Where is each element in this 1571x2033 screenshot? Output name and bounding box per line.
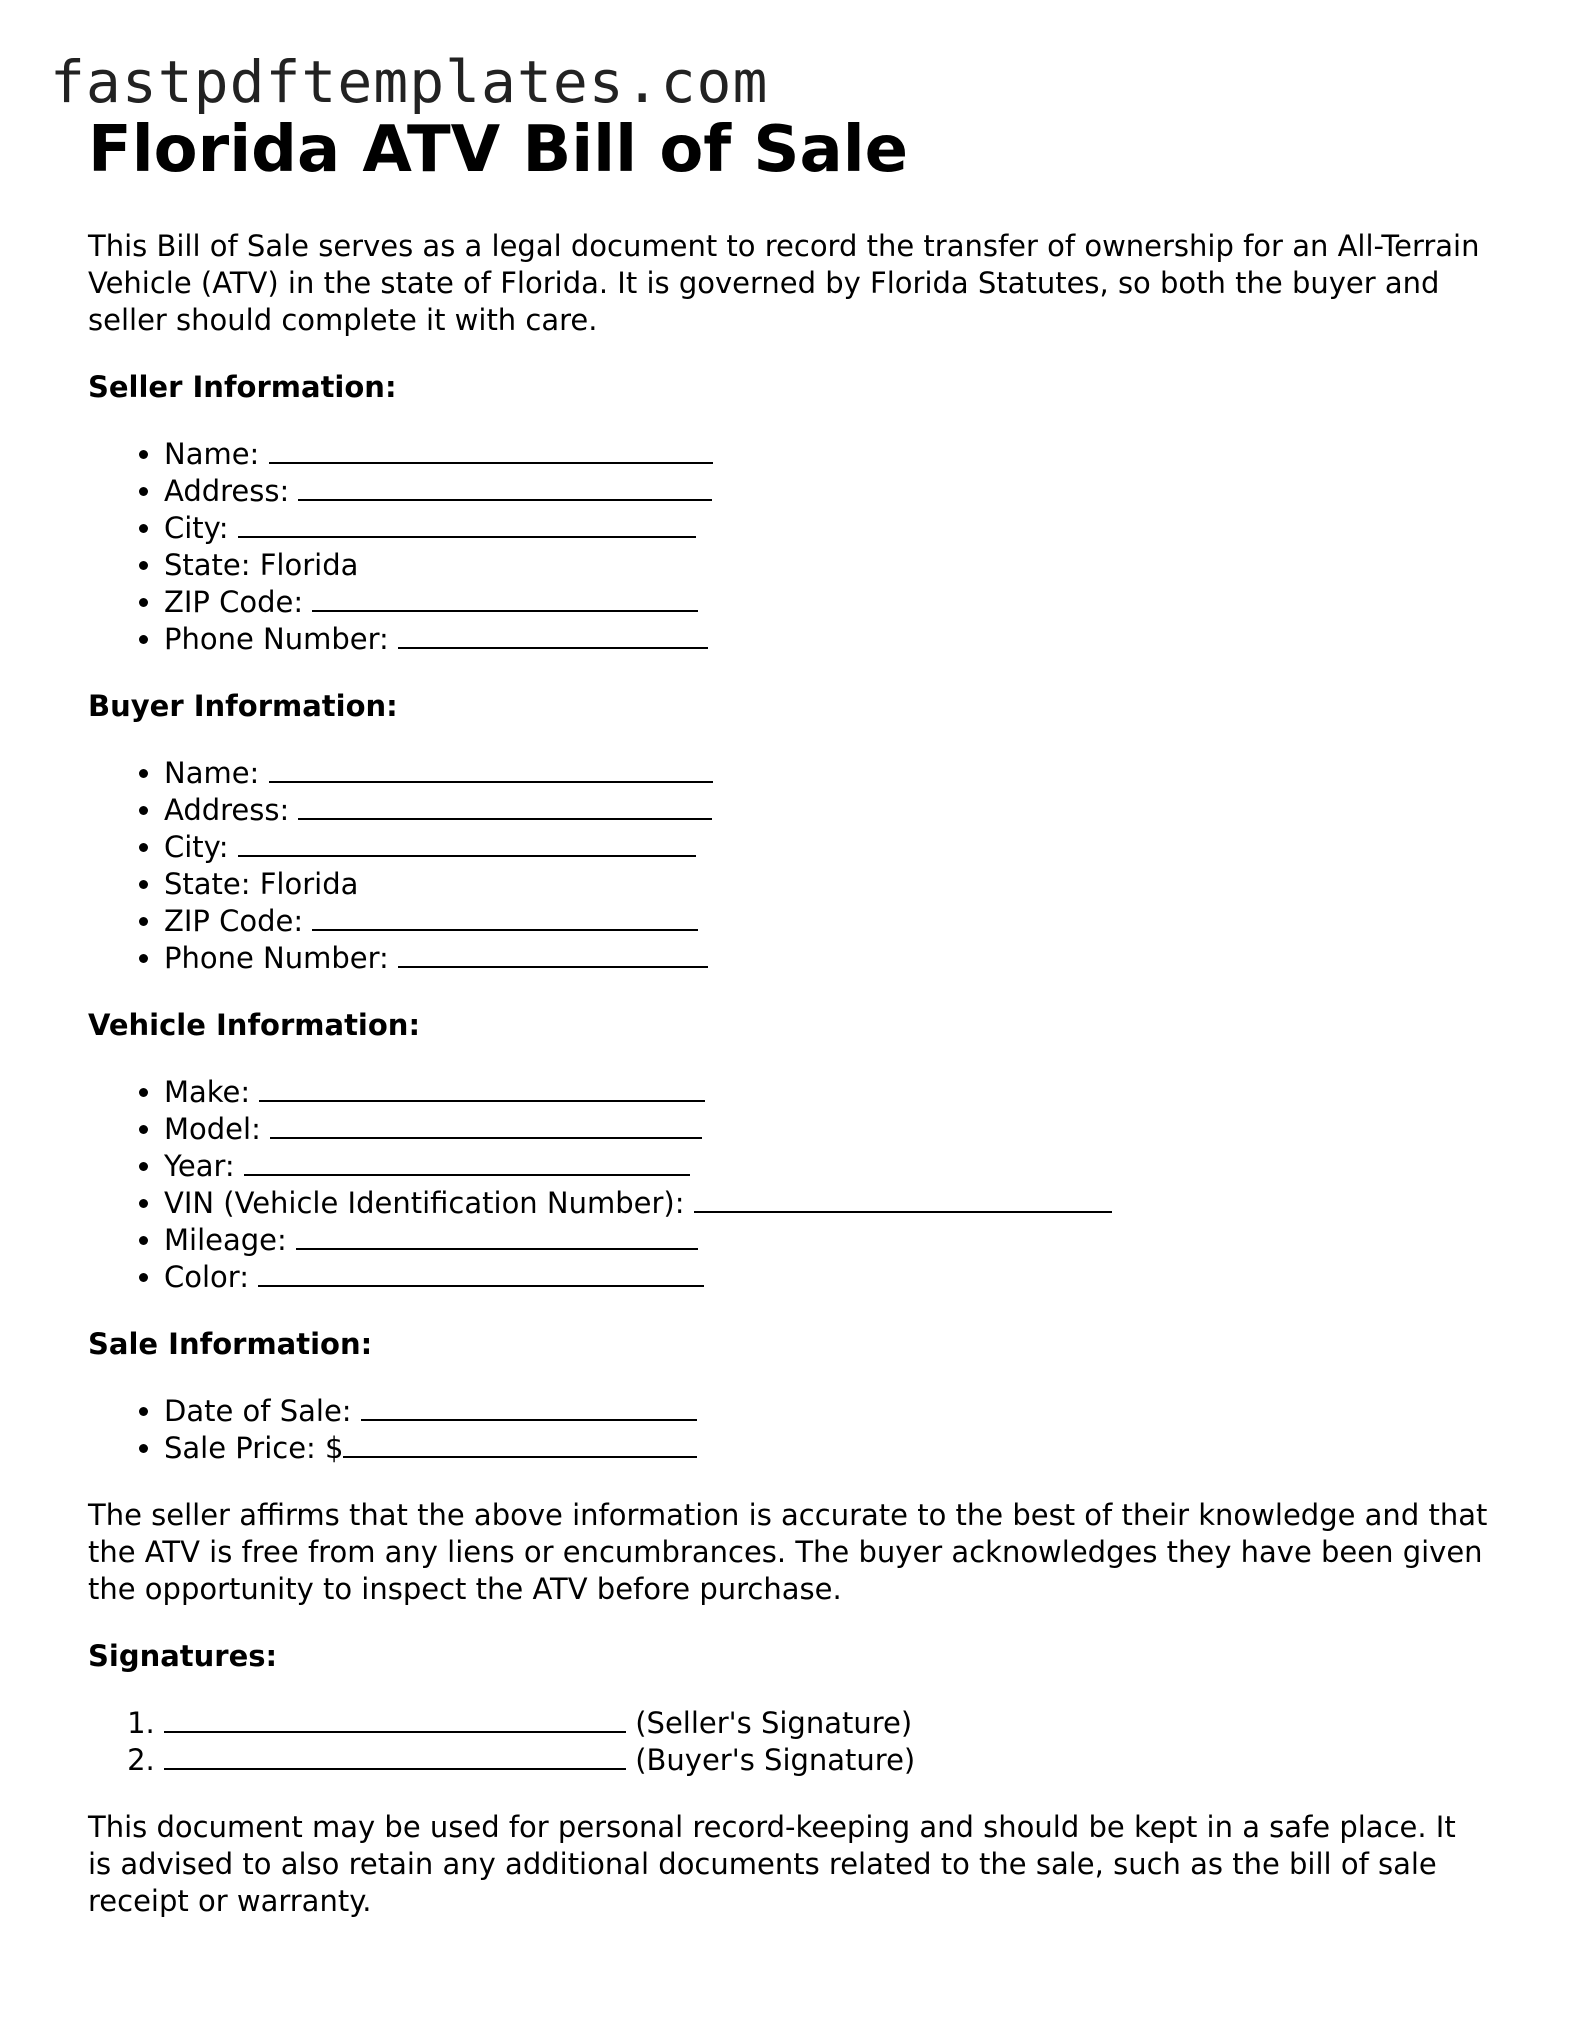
seller-address-item <box>164 473 1488 510</box>
closing-paragraph: This document may be used for personal record-keeping and should be kept in a safe place. It is advised to also retain any additional documents related to the sale, such as the bill of sale receipt or warranty. <box>88 1810 1456 1918</box>
vehicle-color-blank[interactable] <box>258 1259 704 1287</box>
buyer-phone-blank[interactable] <box>398 940 708 968</box>
vehicle-make-item <box>164 1074 1488 1111</box>
buyer-address-label: Address: <box>164 793 290 827</box>
sale-price-item <box>164 1430 1488 1467</box>
sale-date-blank[interactable] <box>361 1393 697 1421</box>
buyer-name-item <box>164 755 1488 792</box>
vehicle-model-item <box>164 1111 1488 1148</box>
buyer-signature-blank[interactable] <box>164 1742 626 1770</box>
site-watermark: fastpdftemplates.com <box>50 48 769 116</box>
intro-paragraph: This Bill of Sale serves as a legal document to record the transfer of ownership for an All-Terrain Vehicle (ATV) in the state of Florida. It is governed by Florida Statutes, so both the buyer and seller should complete it with care. <box>88 229 1480 337</box>
seller-state-item <box>164 547 1488 584</box>
sale-price-blank[interactable] <box>343 1430 697 1458</box>
seller-zip-label: ZIP Code: <box>164 585 304 619</box>
vehicle-color-item <box>164 1259 1488 1296</box>
vehicle-model-label: Model: <box>164 1112 261 1146</box>
vehicle-fields <box>88 1074 1488 1296</box>
seller-address-label: Address: <box>164 474 290 508</box>
vehicle-vin-blank[interactable] <box>694 1185 1112 1213</box>
buyer-zip-item <box>164 903 1488 940</box>
vehicle-year-blank[interactable] <box>244 1148 690 1176</box>
seller-signature-item <box>164 1705 1488 1742</box>
vehicle-mileage-label: Mileage: <box>164 1223 287 1257</box>
vehicle-year-label: Year: <box>164 1149 235 1183</box>
buyer-city-blank[interactable] <box>238 829 696 857</box>
sale-heading: Sale Information: <box>88 1327 373 1361</box>
buyer-fields <box>88 755 1488 977</box>
signature-lines <box>88 1705 1488 1779</box>
seller-phone-blank[interactable] <box>398 621 708 649</box>
buyer-name-blank[interactable] <box>269 755 713 783</box>
vehicle-vin-label: VIN (Vehicle Identification Number): <box>164 1186 685 1220</box>
buyer-signature-item <box>164 1742 1488 1779</box>
seller-signature-caption: (Seller's Signature) <box>635 1706 913 1740</box>
buyer-heading: Buyer Information: <box>88 689 398 723</box>
sale-date-label: Date of Sale: <box>164 1394 352 1428</box>
buyer-address-item <box>164 792 1488 829</box>
seller-signature-blank[interactable] <box>164 1705 626 1733</box>
vehicle-mileage-blank[interactable] <box>296 1222 698 1250</box>
seller-zip-blank[interactable] <box>312 584 698 612</box>
vehicle-color-label: Color: <box>164 1260 249 1294</box>
seller-name-label: Name: <box>164 437 260 471</box>
vehicle-model-blank[interactable] <box>270 1111 702 1139</box>
sale-price-label: Sale Price: $ <box>164 1431 344 1465</box>
seller-phone-item <box>164 621 1488 658</box>
buyer-state-item <box>164 866 1488 903</box>
buyer-address-blank[interactable] <box>298 792 712 820</box>
vehicle-heading: Vehicle Information: <box>88 1008 421 1042</box>
seller-city-label: City: <box>164 511 229 545</box>
signatures-heading: Signatures: <box>88 1639 278 1673</box>
sale-date-item <box>164 1393 1488 1430</box>
vehicle-make-blank[interactable] <box>259 1074 705 1102</box>
buyer-phone-label: Phone Number: <box>164 941 389 975</box>
buyer-city-item <box>164 829 1488 866</box>
seller-zip-item <box>164 584 1488 621</box>
vehicle-year-item <box>164 1148 1488 1185</box>
sale-fields <box>88 1393 1488 1467</box>
vehicle-vin-item <box>164 1185 1488 1222</box>
seller-name-item <box>164 436 1488 473</box>
buyer-name-label: Name: <box>164 756 260 790</box>
buyer-state-text: State: Florida <box>164 867 359 901</box>
seller-fields <box>88 436 1488 658</box>
seller-heading: Seller Information: <box>88 370 397 404</box>
seller-name-blank[interactable] <box>269 436 713 464</box>
document-title: Florida ATV Bill of Sale <box>88 113 909 187</box>
seller-city-item <box>164 510 1488 547</box>
seller-city-blank[interactable] <box>238 510 696 538</box>
seller-state-text: State: Florida <box>164 548 359 582</box>
buyer-city-label: City: <box>164 830 229 864</box>
document-body <box>88 112 1488 1920</box>
buyer-zip-blank[interactable] <box>312 903 698 931</box>
seller-phone-label: Phone Number: <box>164 622 389 656</box>
buyer-signature-caption: (Buyer's Signature) <box>635 1743 916 1777</box>
affirmation-paragraph: The seller affirms that the above information is accurate to the best of their knowledge and that the ATV is free from any liens or encumbrances. The buyer acknowledges they have been given the opportunity to inspect the ATV before purchase. <box>88 1498 1488 1606</box>
seller-address-blank[interactable] <box>298 473 712 501</box>
vehicle-make-label: Make: <box>164 1075 251 1109</box>
buyer-phone-item <box>164 940 1488 977</box>
vehicle-mileage-item <box>164 1222 1488 1259</box>
buyer-zip-label: ZIP Code: <box>164 904 304 938</box>
